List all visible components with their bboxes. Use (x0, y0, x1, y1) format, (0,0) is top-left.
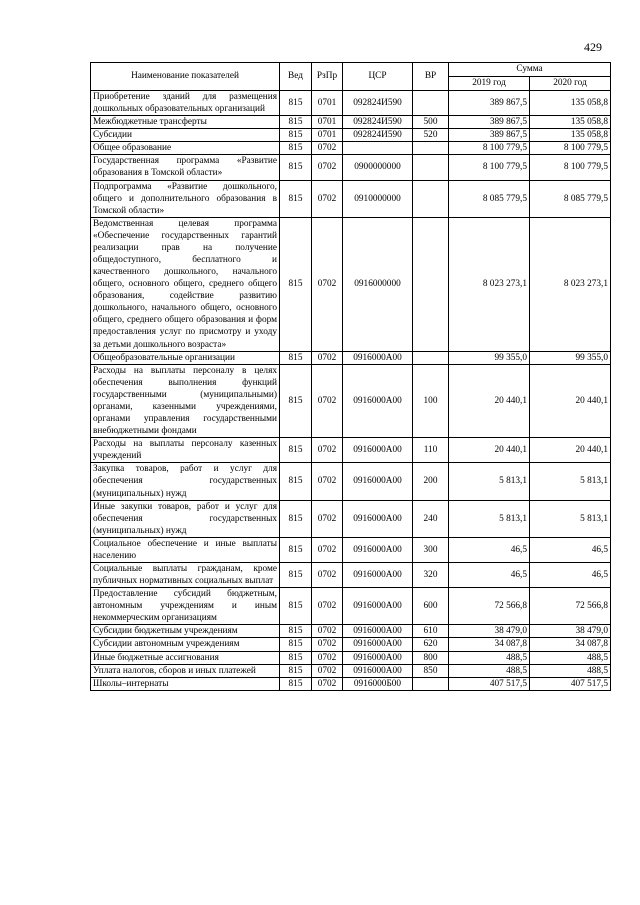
row-ved: 815 (280, 463, 312, 500)
row-sum-2019: 20 440,1 (449, 438, 530, 463)
row-csr: 0916000А00 (343, 438, 413, 463)
header-name: Наименование показателей (91, 63, 280, 91)
row-vr: 100 (413, 364, 449, 437)
row-vr: 500 (413, 116, 449, 129)
row-ved: 815 (280, 638, 312, 651)
row-ved: 815 (280, 364, 312, 437)
row-sum-2019: 72 566,8 (449, 588, 530, 625)
row-ved: 815 (280, 351, 312, 364)
table-row (91, 651, 611, 664)
row-vr (413, 155, 449, 180)
row-vr (413, 677, 449, 690)
header-2020: 2020 год (530, 77, 611, 91)
row-name: Субсидии автономным учреждениям (91, 638, 280, 651)
row-name: Расходы на выплаты персоналу в целях обеспечения выполнения функций государственными (муниципальными) органами, казенными учреждениями, органами управления государственными внебюджетными фондами (91, 364, 280, 437)
row-vr: 320 (413, 562, 449, 587)
header-csr: ЦСР (343, 63, 413, 91)
table-row (91, 217, 611, 351)
row-name: Школы–интернаты (91, 677, 280, 690)
table-row (91, 500, 611, 537)
row-name: Приобретение зданий для размещения дошкольных образовательных организаций (91, 91, 280, 116)
row-csr: 0916000А00 (343, 537, 413, 562)
row-vr (413, 91, 449, 116)
row-ved: 815 (280, 562, 312, 587)
row-rzpr: 0702 (312, 500, 343, 537)
header-rzpr: РзПр (312, 63, 343, 91)
row-rzpr: 0702 (312, 638, 343, 651)
row-csr: 092824И590 (343, 129, 413, 142)
row-sum-2020: 8 100 779,5 (530, 142, 611, 155)
row-csr: 0916000А00 (343, 351, 413, 364)
row-sum-2019: 488,5 (449, 664, 530, 677)
table-row (91, 116, 611, 129)
row-ved: 815 (280, 625, 312, 638)
table-row (91, 180, 611, 217)
row-csr: 0916000А00 (343, 562, 413, 587)
row-name: Межбюджетные трансферты (91, 116, 280, 129)
row-sum-2020: 72 566,8 (530, 588, 611, 625)
row-sum-2019: 20 440,1 (449, 364, 530, 437)
row-ved: 815 (280, 664, 312, 677)
row-csr: 0916000А00 (343, 463, 413, 500)
row-ved: 815 (280, 116, 312, 129)
row-csr: 0916000А00 (343, 625, 413, 638)
row-csr: 0916000А00 (343, 500, 413, 537)
row-name: Общеобразовательные организации (91, 351, 280, 364)
header-vr: ВР (413, 63, 449, 91)
row-vr: 620 (413, 638, 449, 651)
row-csr: 0916000А00 (343, 638, 413, 651)
row-name: Закупка товаров, работ и услуг для обеспечения государственных (муниципальных) нужд (91, 463, 280, 500)
header-2019: 2019 год (449, 77, 530, 91)
row-csr: 092824И590 (343, 91, 413, 116)
row-name: Ведомственная целевая программа «Обеспечение государственных гарантий реализации прав на получение общедоступного, бесплатного и качественного дошкольного, начального общего, основного общего, среднего общего образования, содействие развитию дошкольного, начального общего, основного общего, среднего общего образования и форм предоставления услуг по присмотру и уходу за детьми дошкольного возраста» (91, 217, 280, 351)
table-row (91, 677, 611, 690)
row-vr: 300 (413, 537, 449, 562)
row-vr: 610 (413, 625, 449, 638)
table-row (91, 664, 611, 677)
page-number: 429 (584, 40, 602, 54)
row-rzpr: 0702 (312, 588, 343, 625)
row-sum-2020: 20 440,1 (530, 364, 611, 437)
header-row (91, 63, 611, 77)
table-row (91, 364, 611, 437)
row-sum-2020: 8 023 273,1 (530, 217, 611, 351)
row-sum-2020: 8 085 779,5 (530, 180, 611, 217)
row-sum-2020: 488,5 (530, 664, 611, 677)
table-row (91, 142, 611, 155)
row-sum-2020: 20 440,1 (530, 438, 611, 463)
row-sum-2019: 8 085 779,5 (449, 180, 530, 217)
table-row (91, 155, 611, 180)
budget-table (90, 62, 611, 691)
row-ved: 815 (280, 217, 312, 351)
row-csr: 0916000А00 (343, 651, 413, 664)
row-csr (343, 142, 413, 155)
row-name: Субсидии (91, 129, 280, 142)
row-csr: 092824И590 (343, 116, 413, 129)
row-sum-2019: 5 813,1 (449, 463, 530, 500)
row-rzpr: 0702 (312, 364, 343, 437)
row-rzpr: 0702 (312, 651, 343, 664)
row-sum-2019: 389 867,5 (449, 91, 530, 116)
row-rzpr: 0702 (312, 438, 343, 463)
row-rzpr: 0701 (312, 116, 343, 129)
row-sum-2020: 135 058,8 (530, 129, 611, 142)
row-sum-2020: 135 058,8 (530, 116, 611, 129)
row-rzpr: 0701 (312, 91, 343, 116)
row-sum-2019: 46,5 (449, 537, 530, 562)
row-csr: 0916000А00 (343, 364, 413, 437)
row-vr (413, 142, 449, 155)
row-csr: 0900000000 (343, 155, 413, 180)
row-vr: 850 (413, 664, 449, 677)
row-ved: 815 (280, 651, 312, 664)
row-vr: 240 (413, 500, 449, 537)
row-sum-2019: 389 867,5 (449, 116, 530, 129)
row-rzpr: 0702 (312, 537, 343, 562)
row-sum-2019: 38 479,0 (449, 625, 530, 638)
row-rzpr: 0702 (312, 351, 343, 364)
row-sum-2020: 8 100 779,5 (530, 155, 611, 180)
row-rzpr: 0702 (312, 217, 343, 351)
row-vr (413, 217, 449, 351)
row-vr: 200 (413, 463, 449, 500)
row-rzpr: 0701 (312, 129, 343, 142)
row-name: Субсидии бюджетным учреждениям (91, 625, 280, 638)
row-name: Социальные выплаты гражданам, кроме публичных нормативных социальных выплат (91, 562, 280, 587)
table-row (91, 638, 611, 651)
row-sum-2019: 99 355,0 (449, 351, 530, 364)
row-name: Социальное обеспечение и иные выплаты населению (91, 537, 280, 562)
table-row (91, 537, 611, 562)
row-sum-2020: 135 058,8 (530, 91, 611, 116)
row-ved: 815 (280, 677, 312, 690)
row-rzpr: 0702 (312, 625, 343, 638)
row-ved: 815 (280, 180, 312, 217)
row-csr: 0916000Б00 (343, 677, 413, 690)
row-csr: 0916000А00 (343, 664, 413, 677)
row-sum-2020: 5 813,1 (530, 463, 611, 500)
header-ved: Вед (280, 63, 312, 91)
table-row (91, 129, 611, 142)
row-vr: 520 (413, 129, 449, 142)
row-sum-2020: 488,5 (530, 651, 611, 664)
row-name: Государственная программа «Развитие образования в Томской области» (91, 155, 280, 180)
row-sum-2020: 34 087,8 (530, 638, 611, 651)
row-ved: 815 (280, 91, 312, 116)
row-ved: 815 (280, 500, 312, 537)
row-name: Иные закупки товаров, работ и услуг для обеспечения государственных (муниципальных) нужд (91, 500, 280, 537)
row-vr: 110 (413, 438, 449, 463)
row-rzpr: 0702 (312, 463, 343, 500)
row-sum-2019: 8 100 779,5 (449, 155, 530, 180)
header-sum: Сумма (449, 63, 611, 77)
row-sum-2020: 46,5 (530, 537, 611, 562)
table-row (91, 463, 611, 500)
table-row (91, 91, 611, 116)
row-sum-2019: 8 023 273,1 (449, 217, 530, 351)
row-rzpr: 0702 (312, 664, 343, 677)
table-row (91, 625, 611, 638)
row-sum-2019: 389 867,5 (449, 129, 530, 142)
row-ved: 815 (280, 142, 312, 155)
row-rzpr: 0702 (312, 180, 343, 217)
row-name: Общее образование (91, 142, 280, 155)
row-rzpr: 0702 (312, 155, 343, 180)
row-name: Подпрограмма «Развитие дошкольного, общего и дополнительного образования в Томской области» (91, 180, 280, 217)
row-sum-2020: 46,5 (530, 562, 611, 587)
row-ved: 815 (280, 129, 312, 142)
row-sum-2019: 46,5 (449, 562, 530, 587)
row-vr: 600 (413, 588, 449, 625)
row-csr: 0916000000 (343, 217, 413, 351)
row-ved: 815 (280, 537, 312, 562)
row-name: Расходы на выплаты персоналу казенных учреждений (91, 438, 280, 463)
row-sum-2019: 5 813,1 (449, 500, 530, 537)
row-sum-2020: 38 479,0 (530, 625, 611, 638)
row-sum-2019: 488,5 (449, 651, 530, 664)
table-row (91, 562, 611, 587)
row-vr (413, 351, 449, 364)
table-row (91, 351, 611, 364)
row-sum-2019: 34 087,8 (449, 638, 530, 651)
row-rzpr: 0702 (312, 677, 343, 690)
row-vr: 800 (413, 651, 449, 664)
row-rzpr: 0702 (312, 562, 343, 587)
row-rzpr: 0702 (312, 142, 343, 155)
row-sum-2019: 407 517,5 (449, 677, 530, 690)
row-sum-2020: 5 813,1 (530, 500, 611, 537)
row-sum-2019: 8 100 779,5 (449, 142, 530, 155)
row-sum-2020: 99 355,0 (530, 351, 611, 364)
table-row (91, 588, 611, 625)
row-name: Иные бюджетные ассигнования (91, 651, 280, 664)
row-ved: 815 (280, 155, 312, 180)
row-csr: 0910000000 (343, 180, 413, 217)
row-vr (413, 180, 449, 217)
table-body (91, 91, 611, 691)
table-row (91, 438, 611, 463)
row-ved: 815 (280, 438, 312, 463)
row-csr: 0916000А00 (343, 588, 413, 625)
row-ved: 815 (280, 588, 312, 625)
row-name: Уплата налогов, сборов и иных платежей (91, 664, 280, 677)
row-name: Предоставление субсидий бюджетным, автономным учреждениям и иным некоммерческим организациям (91, 588, 280, 625)
row-sum-2020: 407 517,5 (530, 677, 611, 690)
